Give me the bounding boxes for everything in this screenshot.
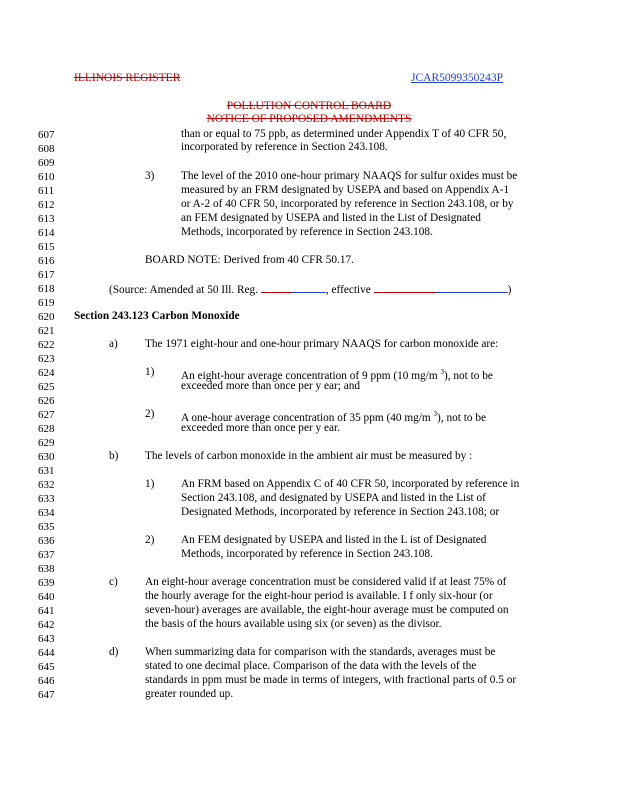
- text-line: The levels of carbon monoxide in the ambient air must be measured by :: [145, 450, 473, 462]
- superscript: 3: [433, 410, 438, 418]
- line-number: 610: [38, 171, 55, 183]
- text-line: Methods, incorporated by reference in Section 243.108.: [181, 548, 433, 560]
- superscript: 3: [440, 368, 444, 376]
- line-number: 647: [38, 689, 55, 701]
- text-line: The 1971 eight-hour and one-hour primary NAAQS for carbon monoxide are:: [145, 338, 499, 350]
- line-number: 609: [38, 157, 55, 169]
- line-number: 624: [38, 367, 55, 379]
- text-line: measured by an FRM designated by USEPA and based on Appendix A-1: [181, 184, 510, 196]
- source-close: ): [507, 284, 512, 296]
- text-line: an FEM designated by USEPA and listed in the List of Designated: [181, 212, 481, 224]
- line-number: 627: [38, 409, 55, 421]
- text-line: the hourly average for the eight-hour period is available. I f only six-hour (or: [145, 590, 493, 602]
- line-number: 622: [38, 339, 55, 351]
- source-note: [109, 282, 511, 297]
- line-number: 628: [38, 423, 55, 435]
- subsection-label-a: a): [109, 338, 118, 350]
- item-number: 3): [145, 170, 155, 182]
- reg-blank-red[interactable]: [261, 282, 292, 293]
- line-number: 615: [38, 241, 55, 253]
- line-number: 632: [38, 479, 55, 491]
- line-number: 620: [38, 311, 55, 323]
- line-number: 645: [38, 661, 55, 673]
- line-number: 642: [38, 619, 55, 631]
- text-line: The level of the 2010 one-hour primary NAAQS for sulfur oxides must be: [181, 170, 518, 182]
- text-line: Section 243.108, and designated by USEPA and listed in the List of: [181, 492, 486, 504]
- line-number: 630: [38, 451, 55, 463]
- section-heading: Section 243.123 Carbon Monoxide: [74, 310, 240, 322]
- line-number: 618: [38, 283, 55, 295]
- text-line: standards in ppm must be made in terms of integers, with fractional parts of 0.5 or: [145, 674, 517, 686]
- board-note: BOARD NOTE: Derived from 40 CFR 50.17.: [145, 254, 354, 266]
- jcar-code: JCAR5099350243P: [411, 72, 504, 84]
- text-segment: A one-hour average concentration of 35 ppm (40 mg/m: [181, 411, 431, 424]
- line-number: 607: [38, 129, 55, 141]
- effective-blank-red[interactable]: [374, 282, 436, 293]
- line-number: 625: [38, 381, 55, 393]
- line-number: 644: [38, 647, 55, 659]
- text-line: stated to one decimal place. Comparison of the data with the levels of the: [145, 660, 477, 672]
- text-line: exceeded more than once per y ear; and: [181, 380, 361, 392]
- line-number: 621: [38, 325, 55, 337]
- line-number: 614: [38, 227, 55, 239]
- subsection-label-b: b): [109, 450, 119, 462]
- line-number: 612: [38, 199, 55, 211]
- line-number: 646: [38, 675, 55, 687]
- line-number: 643: [38, 633, 55, 645]
- text-segment: An eight-hour average concentration of 9 ppm (10 mg/m: [181, 369, 438, 382]
- line-number: 613: [38, 213, 55, 225]
- text-line: seven-hour) averages are available, the eight-hour average must be computed on: [145, 604, 509, 616]
- line-number: 608: [38, 143, 55, 155]
- line-number: 634: [38, 507, 55, 519]
- line-number: 611: [38, 185, 55, 197]
- subsection-label-c: c): [109, 576, 118, 588]
- text-line: An FEM designated by USEPA and listed in the L ist of Designated: [181, 534, 487, 546]
- text-line: An FRM based on Appendix C of 40 CFR 50, incorporated by reference in: [181, 478, 520, 490]
- text-line: Methods, incorporated by reference in Section 243.108.: [181, 226, 433, 238]
- line-number: 640: [38, 591, 55, 603]
- effective-blank-blue[interactable]: [436, 282, 508, 293]
- line-number: 623: [38, 353, 55, 365]
- effective-text: , effective: [325, 284, 371, 296]
- line-number: 635: [38, 521, 55, 533]
- text-line: incorporated by reference in Section 243.108.: [181, 141, 388, 153]
- text-line: greater rounded up.: [145, 688, 234, 700]
- line-number: 629: [38, 437, 55, 449]
- line-number: 617: [38, 269, 55, 281]
- item-number: 1): [145, 478, 155, 490]
- text-line: than or equal to 75 ppb, as determined under Appendix T of 40 CFR 50,: [181, 128, 507, 140]
- item-number: 1): [145, 366, 155, 378]
- line-number: 619: [38, 297, 55, 309]
- line-number: 633: [38, 493, 55, 505]
- text-line: or A-2 of 40 CFR 50, incorporated by reference in Section 243.108, or by: [181, 198, 514, 210]
- line-number: 626: [38, 395, 55, 407]
- board-title: POLLUTION CONTROL BOARD: [226, 100, 392, 112]
- register-header: ILLINOIS REGISTER: [74, 72, 181, 84]
- line-number: 638: [38, 563, 55, 575]
- item-number: 2): [145, 534, 155, 546]
- text-line: Designated Methods, incorporated by reference in Section 243.108; or: [181, 506, 500, 518]
- line-number: 637: [38, 549, 55, 561]
- text-line: exceeded more than once per y ear.: [181, 422, 341, 434]
- subsection-label-d: d): [109, 646, 119, 658]
- line-number: 639: [38, 577, 55, 589]
- reg-blank-blue[interactable]: [292, 282, 326, 293]
- item-number: 2): [145, 408, 155, 420]
- line-number: 616: [38, 255, 55, 267]
- line-number: 636: [38, 535, 55, 547]
- line-number: 631: [38, 465, 55, 477]
- source-text: (Source: Amended at 50 Ill. Reg.: [109, 284, 259, 296]
- line-number: 641: [38, 605, 55, 617]
- notice-title: NOTICE OF PROPOSED AMENDMENTS: [206, 113, 412, 125]
- text-segment: ), not to be: [437, 411, 486, 424]
- text-line: When summarizing data for comparison with the standards, averages must be: [145, 646, 496, 658]
- text-line: the basis of the hours available using six (or seven) as the divisor.: [145, 618, 442, 630]
- text-line: An eight-hour average concentration must be considered valid if at least 75% of: [145, 576, 507, 588]
- text-segment: ), not to be: [443, 369, 493, 382]
